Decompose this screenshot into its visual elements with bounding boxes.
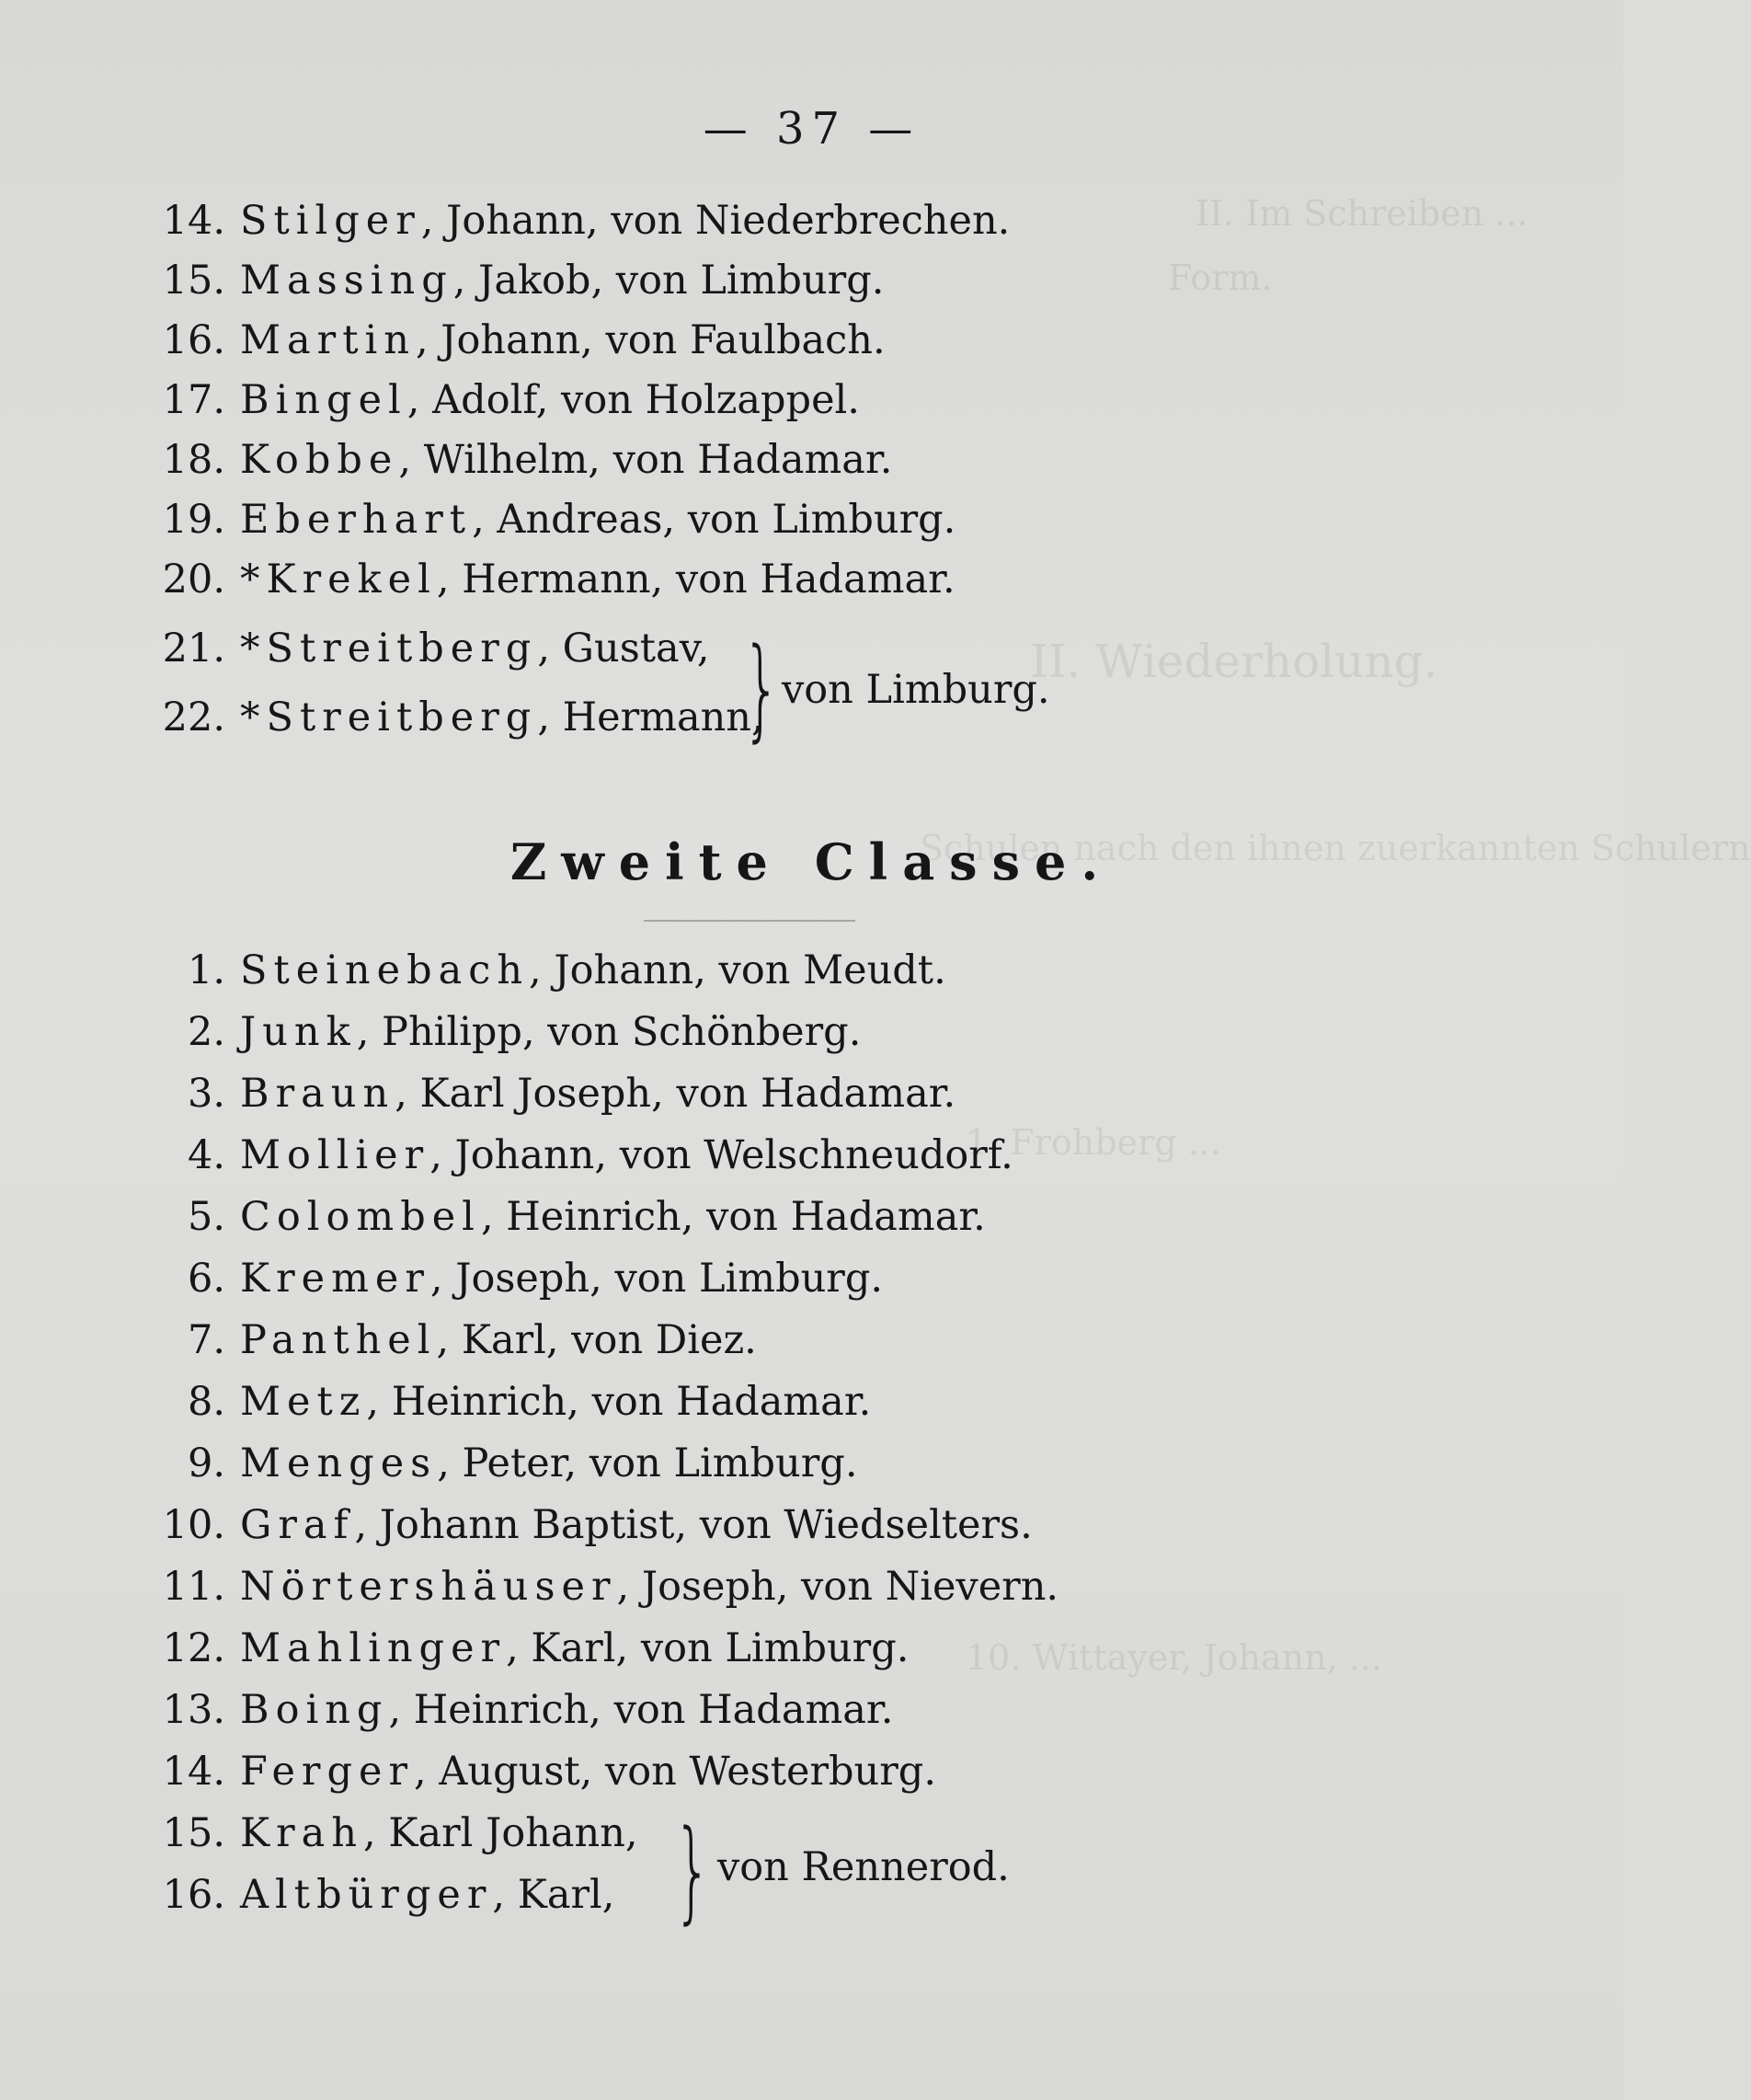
- section-title: Zweite Classe.: [509, 832, 1114, 891]
- group-place: von Rennerod.: [717, 1844, 1010, 1890]
- list-item: [138, 1625, 909, 1684]
- entry-details: , Philipp, von Schönberg.: [356, 1009, 862, 1055]
- entry-details: , Heinrich, von Hadamar.: [480, 1194, 986, 1240]
- entry-surname: Krah: [240, 1810, 364, 1856]
- entry-details: , Karl,: [492, 1872, 615, 1918]
- entry-surname: Junk: [240, 1009, 357, 1055]
- entry-surname: Mollier: [240, 1132, 430, 1178]
- entry-number: 8.: [187, 1379, 225, 1425]
- list-item: [138, 694, 764, 753]
- list-item: [138, 1687, 893, 1746]
- entry-number: 2.: [187, 1009, 225, 1055]
- entry-details: , August, von Westerburg.: [414, 1749, 937, 1795]
- entry-details: , Karl Joseph, von Hadamar.: [395, 1071, 956, 1117]
- list-item: [138, 1317, 757, 1376]
- entry-number: 9.: [187, 1440, 225, 1486]
- entry-surname: Braun: [240, 1071, 395, 1117]
- entry-surname: Panthel: [240, 1317, 437, 1363]
- list-item: [138, 1440, 858, 1499]
- entry-details: , Karl, von Limburg.: [506, 1625, 910, 1671]
- list-item: [138, 1256, 883, 1314]
- entry-number: 15.: [162, 258, 225, 304]
- entry-number: 21.: [162, 625, 225, 671]
- entry-surname: Kremer: [240, 1256, 430, 1302]
- entry-details: , Heinrich, von Hadamar.: [388, 1687, 894, 1733]
- entry-surname: Kobbe: [240, 437, 399, 483]
- list-item: [138, 625, 710, 684]
- entry-surname: Martin: [240, 317, 416, 363]
- entry-details: , Peter, von Limburg.: [437, 1440, 858, 1486]
- entry-details: , Andreas, von Limburg.: [472, 497, 956, 543]
- entry-details: , Johann, von Niederbrechen.: [420, 198, 1011, 244]
- list-item: [138, 1502, 1033, 1561]
- entry-number: 20.: [162, 557, 225, 602]
- entry-number: 1.: [187, 947, 225, 993]
- entry-number: 12.: [162, 1625, 225, 1671]
- list-item: [138, 1009, 861, 1068]
- entry-surname: Nörtershäuser: [240, 1564, 617, 1610]
- section-divider: [644, 920, 855, 922]
- group-place: von Limburg.: [782, 667, 1050, 713]
- entry-surname: *Streitberg: [240, 625, 538, 671]
- entry-details: , Gustav,: [537, 625, 710, 671]
- entry-details: , Wilhelm, von Hadamar.: [398, 437, 893, 483]
- entry-surname: Stilger: [240, 198, 421, 244]
- entry-number: 6.: [187, 1256, 225, 1302]
- entry-number: 13.: [162, 1687, 225, 1733]
- entry-number: 11.: [162, 1564, 225, 1610]
- grouping-brace: }: [742, 625, 782, 753]
- bleed-through-text: II. Im Schreiben ... Form. II. Wiederholung. Schulen nach den ihnen zuerkannten Schulern 1. Frohberg ... 10. Wittayer, Johann, ...: [920, 193, 1751, 1678]
- entry-number: 7.: [187, 1317, 225, 1363]
- entry-number: 16.: [162, 1872, 225, 1918]
- entry-surname: Bingel: [240, 377, 407, 423]
- list-item: [138, 497, 956, 556]
- entry-surname: *Streitberg: [240, 694, 538, 740]
- list-item: [138, 1132, 1013, 1191]
- entry-surname: Altbürger: [240, 1872, 493, 1918]
- list-item: [138, 317, 886, 376]
- list-item: [138, 1749, 936, 1807]
- list-item: [138, 198, 1010, 257]
- entry-surname: Ferger: [240, 1749, 415, 1795]
- entry-number: 14.: [162, 1749, 225, 1795]
- entry-details: , Karl Johann,: [363, 1810, 638, 1856]
- entry-number: 19.: [162, 497, 225, 543]
- entry-details: , Johann, von Welschneudorf.: [429, 1132, 1013, 1178]
- entry-details: , Jakob, von Limburg.: [452, 258, 885, 304]
- entry-details: , Joseph, von Limburg.: [429, 1256, 884, 1302]
- entry-details: , Johann, von Faulbach.: [415, 317, 886, 363]
- grouping-brace: }: [673, 1807, 713, 1935]
- entry-number: 18.: [162, 437, 225, 483]
- entry-number: 15.: [162, 1810, 225, 1856]
- entry-surname: Menges: [240, 1440, 438, 1486]
- entry-details: , Johann Baptist, von Wiedselters.: [354, 1502, 1033, 1548]
- list-item: [138, 1564, 1059, 1623]
- list-item: [138, 258, 884, 316]
- entry-details: , Heinrich, von Hadamar.: [366, 1379, 872, 1425]
- list-item: [138, 557, 956, 615]
- entry-surname: Steinebach: [240, 947, 530, 993]
- entry-number: 3.: [187, 1071, 225, 1117]
- entry-number: 10.: [162, 1502, 225, 1548]
- entry-number: 14.: [162, 198, 225, 244]
- list-item: [138, 1194, 986, 1253]
- entry-details: , Johann, von Meudt.: [529, 947, 946, 993]
- entry-details: , Joseph, von Nievern.: [616, 1564, 1059, 1610]
- entry-number: 17.: [162, 377, 225, 423]
- list-item: [138, 1379, 871, 1438]
- entry-details: , Karl, von Diez.: [436, 1317, 757, 1363]
- entry-surname: Boing: [240, 1687, 389, 1733]
- entry-number: 22.: [162, 694, 225, 740]
- entry-surname: Eberhart: [240, 497, 473, 543]
- entry-number: 5.: [187, 1194, 225, 1240]
- entry-surname: *Krekel: [240, 557, 437, 602]
- entry-number: 4.: [187, 1132, 225, 1178]
- list-item: [138, 1810, 638, 1869]
- entry-surname: Massing: [240, 258, 453, 304]
- list-item: [138, 1872, 614, 1931]
- entry-details: , Hermann, von Hadamar.: [436, 557, 956, 602]
- entry-surname: Graf: [240, 1502, 355, 1548]
- entry-details: , Adolf, von Holzappel.: [406, 377, 860, 423]
- list-item: [138, 437, 892, 496]
- entry-details: , Hermann,: [537, 694, 764, 740]
- entry-number: 16.: [162, 317, 225, 363]
- entry-surname: Mahlinger: [240, 1625, 507, 1671]
- entry-surname: Metz: [240, 1379, 367, 1425]
- list-item: [138, 377, 860, 436]
- list-item: [138, 1071, 956, 1130]
- page-number: — 37 —: [703, 103, 921, 155]
- entry-surname: Colombel: [240, 1194, 481, 1240]
- list-item: [138, 947, 946, 1006]
